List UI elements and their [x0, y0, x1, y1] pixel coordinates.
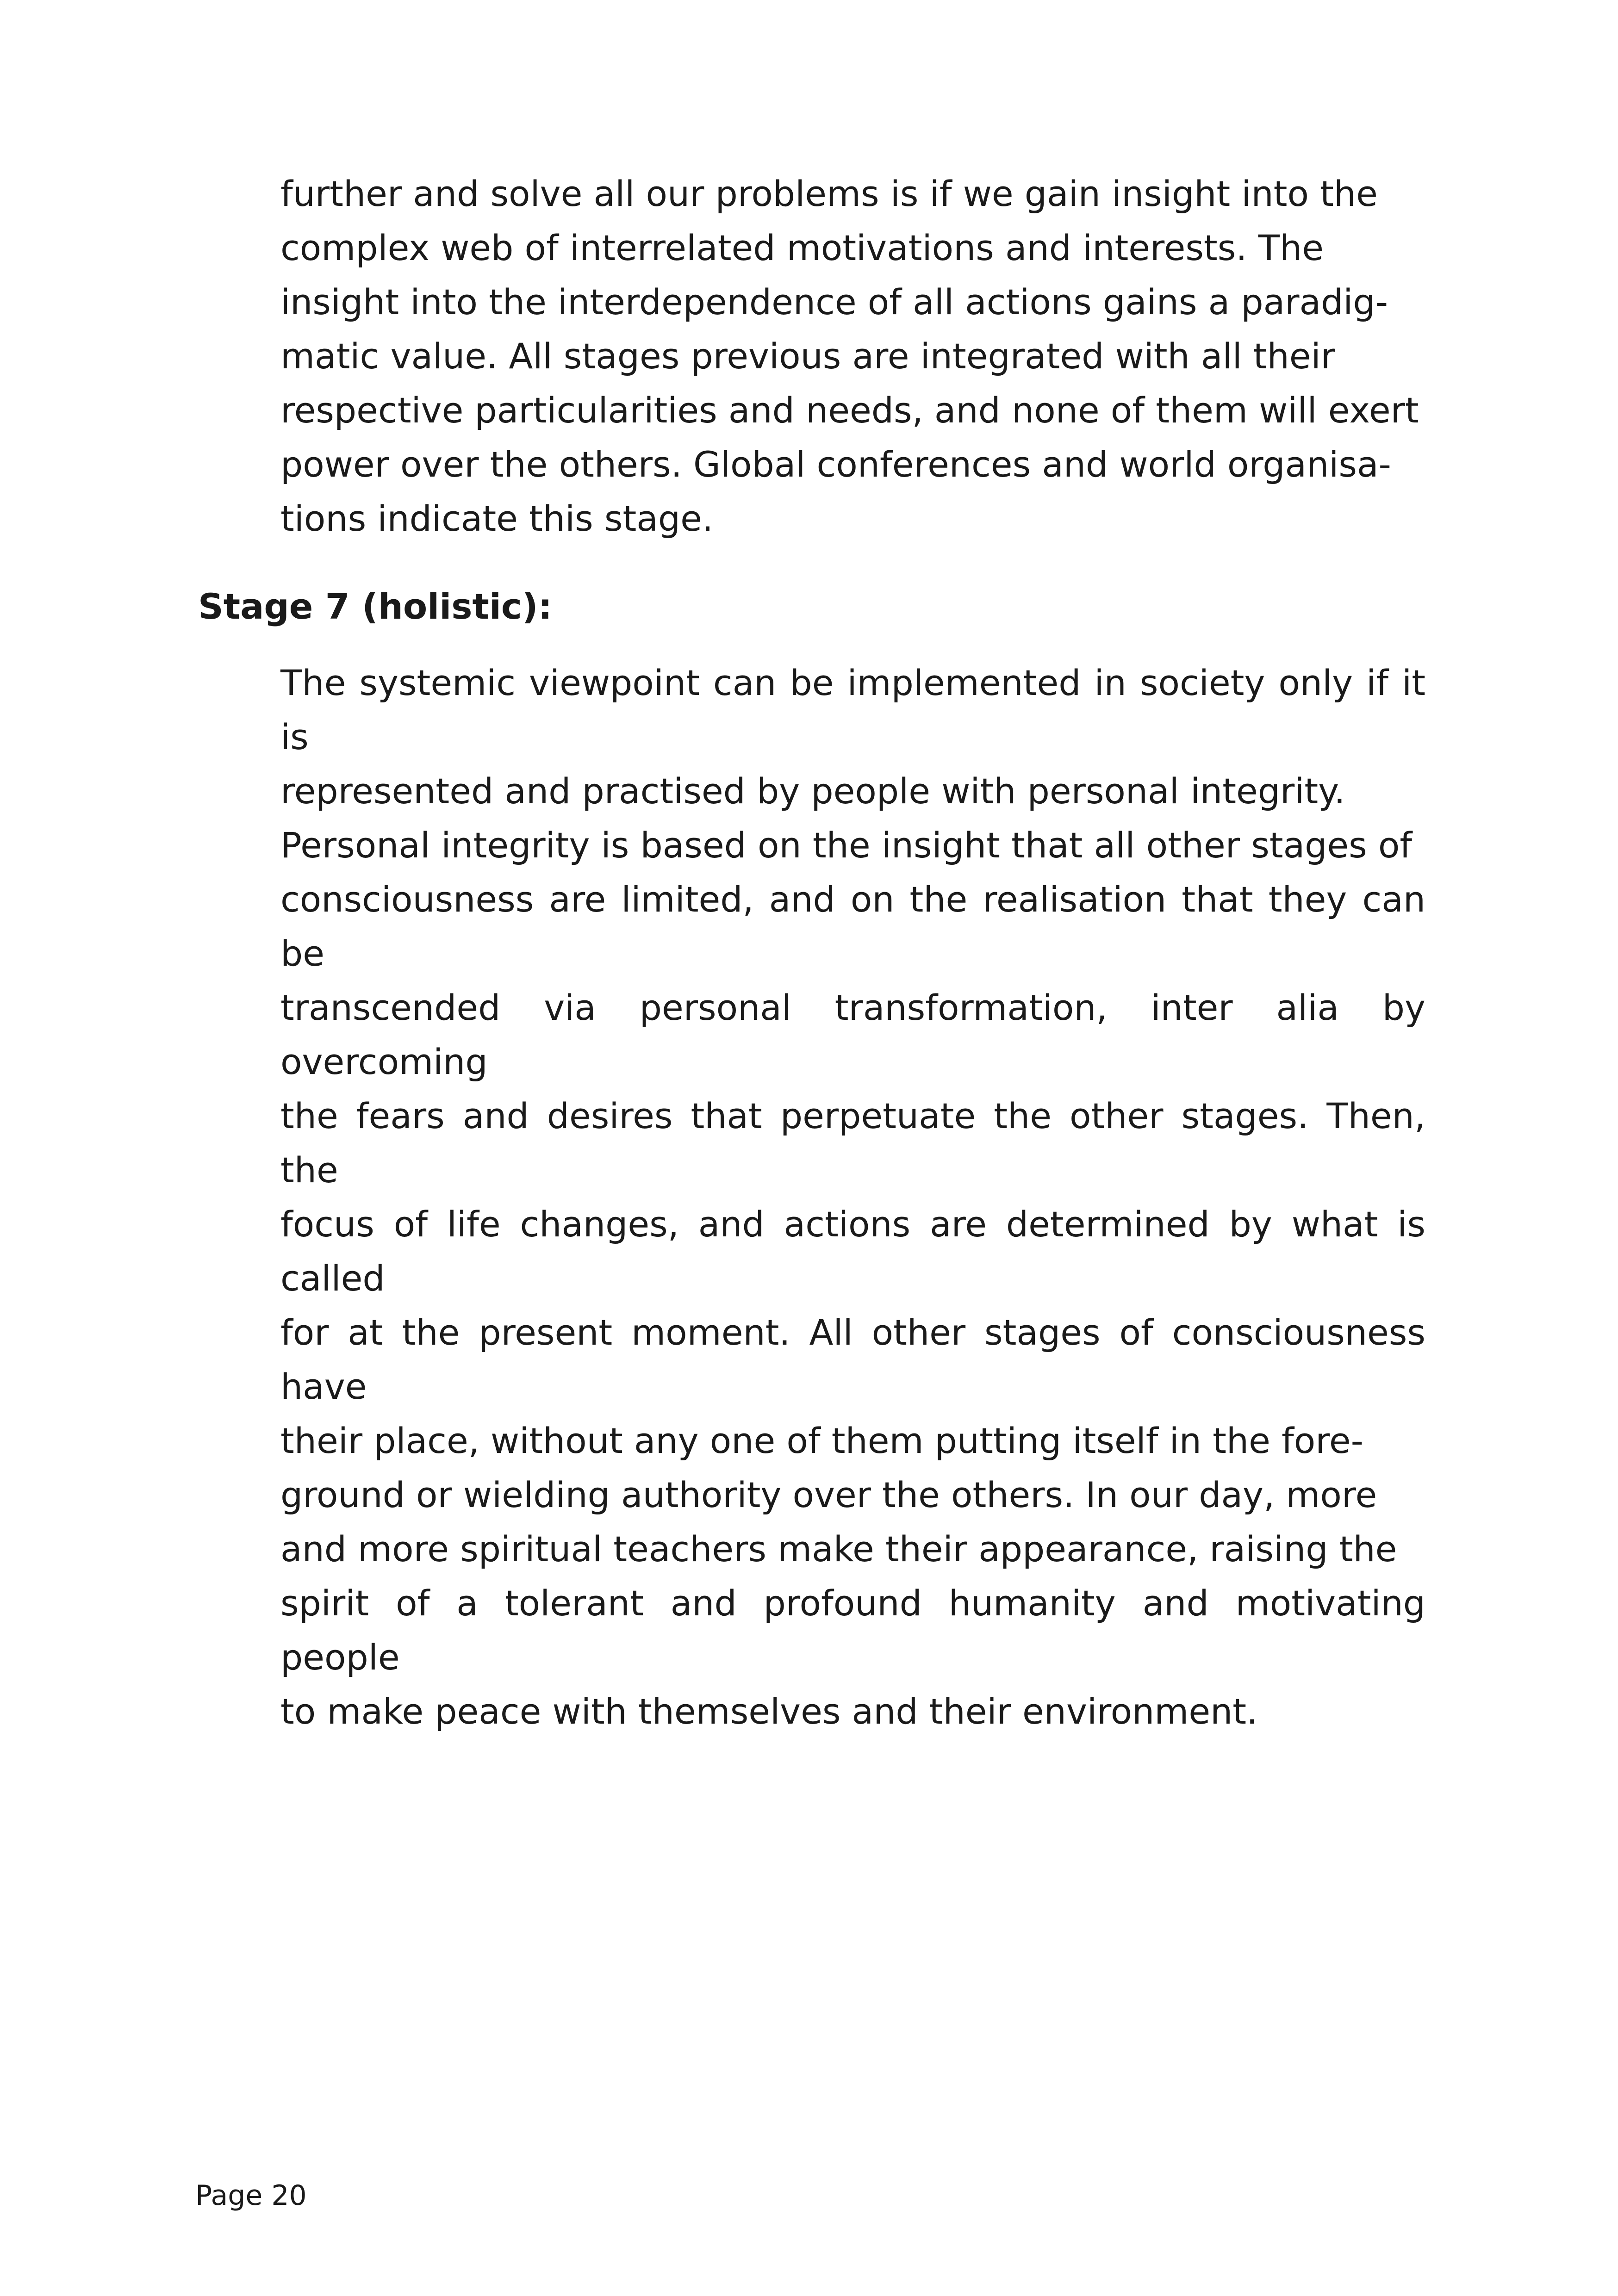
- body-paragraph-stage-7: The systemic viewpoint can be implemented in society only if it is represented and practised by people with personal integrity. Personal integrity is based on the insight that all other stages of consciousness are limited, and on the realisation that they can be transcended via personal transformation, inter alia by overcoming the fears and desires that perpetuate the other stages. Then, the focus of life changes, and actions are determined by what is called for at the present moment. All other stages of consciousness have their place, without any one of them putting itself in the fore- ground or wielding authority over the others. In our day, more and more spiritual teachers make their appearance, raising the spirit of a tolerant and profound humanity and motivating people to make peace with themselves and their environment.: [280, 662, 1425, 1732]
- section-heading-stage-7: Stage 7 (holistic):: [198, 586, 553, 627]
- page-number: Page 20: [195, 2179, 307, 2212]
- body-paragraph-continued: further and solve all our problems is if we gain insight into the complex web of interrelated motivations and interests. The insight into the interdependence of all actions gains a paradig- matic value. All stages previous are integrated with all their respective particularities and needs, and none of them will exert power over the others. Global conferences and world organisa- tions indicate this stage.: [280, 173, 1419, 539]
